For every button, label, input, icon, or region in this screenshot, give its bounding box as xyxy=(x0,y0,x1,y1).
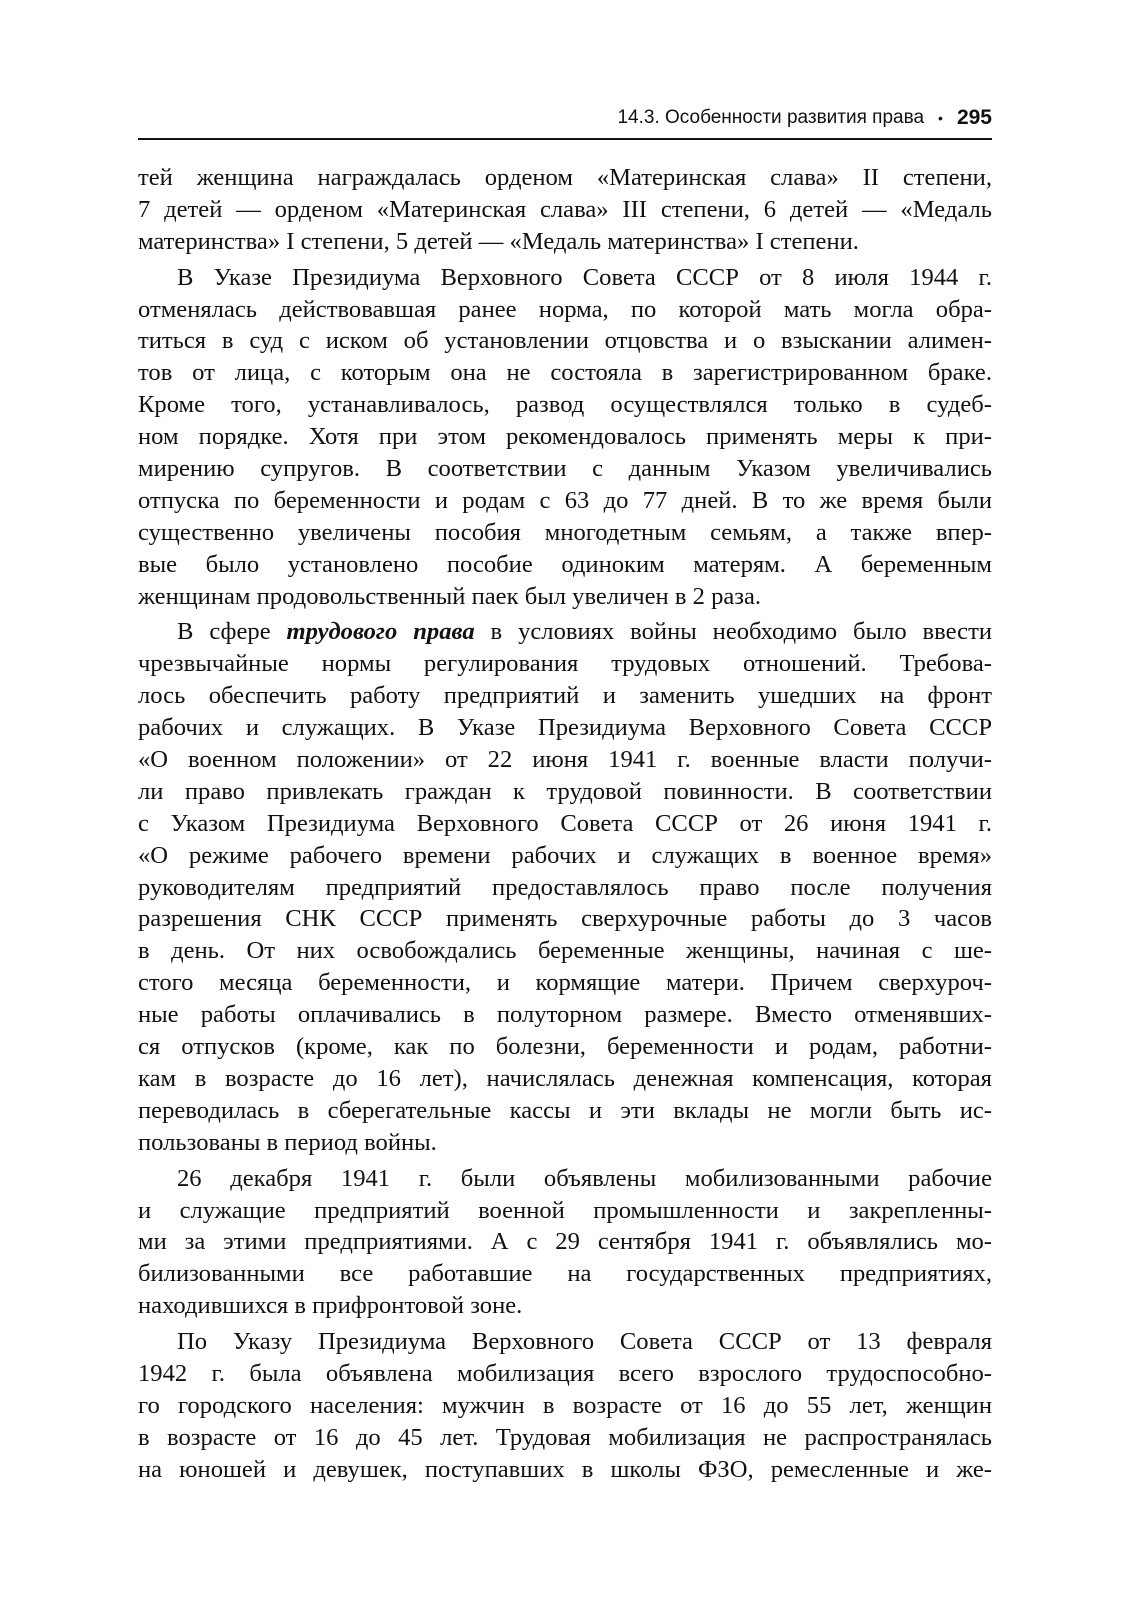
text-line: руководителям предприятий предоставлялось право после получения xyxy=(138,873,992,901)
text-line: ные работы оплачивались в полуторном размере. Вместо отменявших- xyxy=(138,1001,992,1029)
text-line: ся отпусков (кроме, как по болезни, беременности и родам, работни- xyxy=(138,1033,992,1061)
text-line: кам в возрасте до 16 лет), начислялась денежная компенсация, которая xyxy=(138,1064,992,1092)
text-line: женщинам продовольственный паек был увеличен в 2 раза. xyxy=(138,582,762,610)
text-line: отпуска по беременности и родам с 63 до 77 дней. В то же время были xyxy=(138,486,992,514)
text-line: в день. От них освобождались беременные женщины, начиная с ше- xyxy=(138,937,992,965)
running-head xyxy=(138,104,992,140)
text-line: существенно увеличены пособия многодетным семьям, а также впер- xyxy=(138,518,992,546)
bullet-separator: • xyxy=(938,110,943,126)
text-line: «О режиме рабочего времени рабочих и служащих в военное время» xyxy=(138,841,992,869)
text-line: 1942 г. была объявлена мобилизация всего взрослого трудоспособно- xyxy=(138,1359,992,1387)
text-line: лось обеспечить работу предприятий и заменить ушедших на фронт xyxy=(138,682,992,710)
text-line: и служащие предприятий военной промышленности и закрепленны- xyxy=(138,1196,992,1224)
text-line: находившихся в прифронтовой зоне. xyxy=(138,1292,523,1320)
text-line: ли право привлекать граждан к трудовой повинности. В соответствии xyxy=(138,777,992,805)
text-line: титься в суд с иском об установлении отцовства и о взыскании алимен- xyxy=(138,327,992,355)
body-text xyxy=(138,162,992,1486)
text-line: отменялась действовавшая ранее норма, по которой мать могла обра- xyxy=(138,295,992,323)
text-line: тей женщина награждалась орденом «Материнская слава» II степени, xyxy=(138,164,992,191)
text-line-with-emphasis xyxy=(138,616,992,648)
text-line: тов от лица, с которым она не состояла в зарегистрированном браке. xyxy=(138,359,992,387)
text-line: разрешения СНК СССР применять сверхурочные работы до 3 часов xyxy=(138,905,992,933)
text-line: переводилась в сберегательные кассы и эти вклады не могли быть ис- xyxy=(138,1096,992,1124)
text-line: стого месяца беременности, и кормящие матери. Причем сверхуроч- xyxy=(138,969,992,997)
text-line: билизованными все работавшие на государственных предприятиях, xyxy=(138,1260,992,1288)
text-line: мирению супругов. В соответствии с данным Указом увеличивались xyxy=(138,455,992,483)
text-line: на юношей и девушек, поступавших в школы ФЗО, ремесленные и же- xyxy=(138,1455,992,1483)
text-line: го городского населения: мужчин в возрасте от 16 до 55 лет, женщин xyxy=(138,1391,992,1419)
paragraph-1 xyxy=(138,162,992,258)
paragraph-4 xyxy=(138,1163,992,1322)
text-line: ном порядке. Хотя при этом рекомендовалось применять меры к при- xyxy=(138,423,992,451)
text-line: чрезвычайные нормы регулирования трудовых отношений. Требова- xyxy=(138,650,992,678)
page-number: 295 xyxy=(956,106,992,129)
text-line: в возрасте от 16 до 45 лет. Трудовая мобилизация не распространялась xyxy=(138,1423,992,1451)
text-line: пользованы в период войны. xyxy=(138,1128,437,1156)
text-line: По Указу Президиума Верховного Совета СССР от 13 февраля xyxy=(177,1328,992,1356)
section-title: 14.3. Особенности развития права xyxy=(617,107,925,128)
text-line: В Указе Президиума Верховного Совета СССР от 8 июля 1944 г. xyxy=(177,263,992,291)
paragraph-3 xyxy=(138,616,992,1158)
text-run: в условиях войны необходимо было ввести xyxy=(474,618,992,646)
paragraph-5 xyxy=(138,1326,992,1485)
text-line: «О военном положении» от 22 июня 1941 г. военные власти получи- xyxy=(138,746,992,774)
paragraph-2 xyxy=(138,262,992,613)
text-line: 7 детей — орденом «Материнская слава» III степени, 6 детей — «Медаль xyxy=(138,195,992,223)
text-line: ми за этими предприятиями. А с 29 сентября 1941 г. объявлялись мо- xyxy=(138,1228,992,1256)
text-line: Кроме того, устанавливалось, развод осуществлялся только в судеб- xyxy=(138,391,992,419)
text-line: вые было установлено пособие одиноким матерям. А беременным xyxy=(138,550,992,578)
emphasized-term: трудового права xyxy=(286,618,475,646)
text-line: с Указом Президиума Верховного Совета СССР от 26 июня 1941 г. xyxy=(138,809,992,837)
text-line: 26 декабря 1941 г. были объявлены мобилизованными рабочие xyxy=(177,1164,992,1192)
text-line: рабочих и служащих. В Указе Президиума Верховного Совета СССР xyxy=(138,714,992,742)
text-run: В сфере xyxy=(177,618,287,646)
text-line: материнства» I степени, 5 детей — «Медаль материнства» I степени. xyxy=(138,227,859,255)
